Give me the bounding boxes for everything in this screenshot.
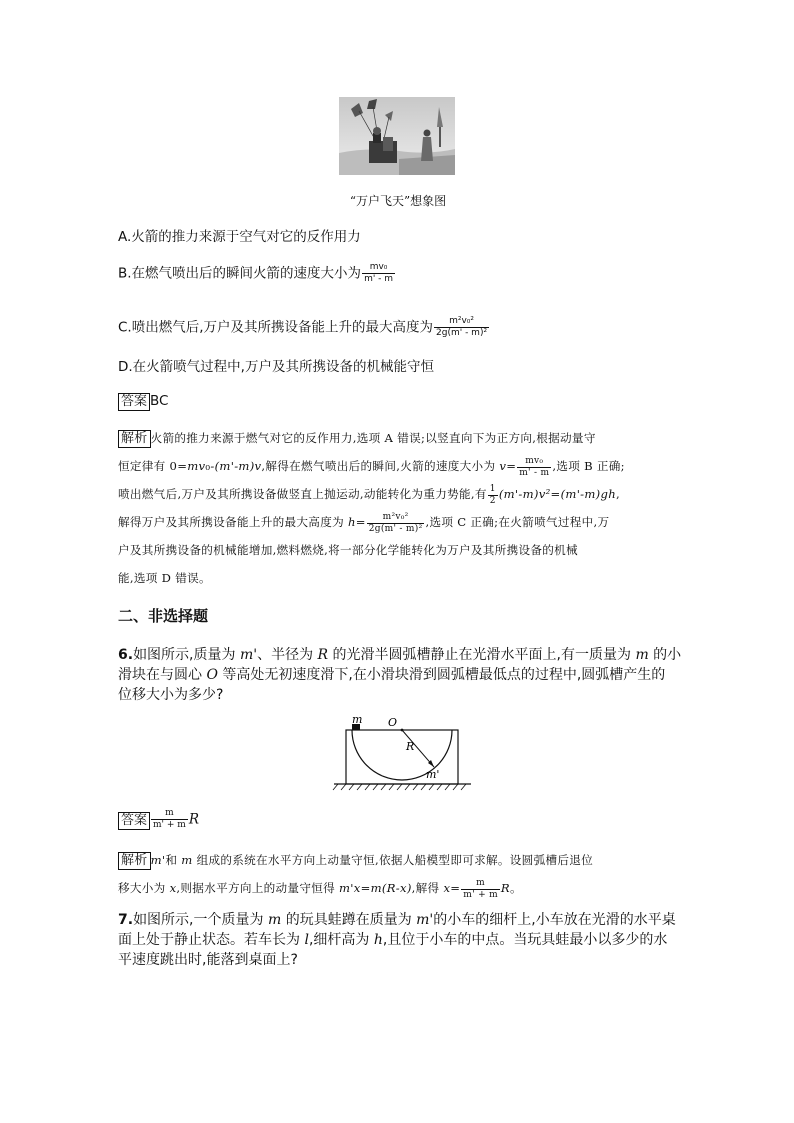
expl-var: -(m'-m)v — [210, 459, 262, 473]
option-b-fraction — [362, 262, 395, 285]
q6-var: R — [317, 647, 329, 663]
q7-line-3: 平速度跳出时,能落到桌面上? — [118, 952, 298, 968]
expl-fraction — [517, 456, 551, 479]
expl-var: x= — [443, 881, 461, 895]
option-b-text: B.在燃气喷出后的瞬间火箭的速度大小为 — [118, 265, 362, 282]
answer-var: R — [188, 811, 199, 828]
option-a: A.火箭的推力来源于空气对它的反作用力 — [118, 229, 361, 245]
q6-line-1 — [118, 645, 681, 665]
question-number: 6. — [118, 647, 134, 663]
answer-fraction — [151, 808, 188, 831]
section-title: 二、非选择题 — [118, 607, 209, 625]
expl-text: 喷出燃气后,万户及其所携设备做竖直上抛运动,动能转化为重力势能,有 — [118, 487, 487, 501]
fraction-denominator: 2g(m' - m)² — [368, 523, 423, 534]
q7-text: 面上处于静止状态。若车长为 — [118, 932, 305, 948]
expl-line-5: 户及其所携设备的机械能增加,燃料燃烧,将一部分化学能转化为万户及其所携设备的机械 — [118, 543, 578, 557]
expl-var: R — [500, 881, 510, 895]
answer-tag: 答案 — [118, 393, 150, 411]
q6-explanation — [118, 846, 678, 902]
question-7 — [118, 910, 676, 970]
expl-text: , — [616, 487, 620, 501]
q7-var: l — [304, 932, 309, 948]
label-R: R — [406, 740, 415, 753]
fraction-denominator: m' + m — [153, 820, 186, 830]
option-c — [118, 316, 490, 339]
explanation-tag: 解析 — [118, 430, 151, 448]
q5-explanation — [118, 424, 678, 592]
q7-line-1 — [118, 910, 676, 930]
q7-text: ,细杆高为 — [308, 932, 374, 948]
q6-var: m — [635, 647, 649, 663]
answer-tag: 答案 — [118, 812, 150, 830]
expl-var: m' — [150, 853, 166, 867]
expl-text: 组成的系统在水平方向上动量守恒,依据人船模型即可求解。设圆弧槽后退位 — [192, 853, 594, 867]
q6-text: 如图所示,质量为 — [133, 647, 240, 663]
q6-expl-line-2 — [118, 874, 678, 902]
q7-text: 如图所示,一个质量为 — [133, 912, 268, 928]
expl-text: 解得万户及其所携设备能上升的最大高度为 — [118, 515, 348, 529]
q6-text: 的光滑半圆弧槽静止在光滑水平面上,有一质量为 — [328, 647, 636, 663]
label-O: O — [388, 716, 398, 729]
expl-line-2 — [118, 452, 678, 480]
question-number: 7. — [118, 912, 134, 928]
option-c-fraction — [434, 316, 489, 339]
expl-line-1 — [118, 424, 678, 452]
groove-diagram — [330, 712, 475, 794]
option-b-numerator: mv₀ — [362, 262, 395, 274]
fraction-denominator: m' + m — [463, 889, 498, 900]
option-b — [118, 262, 396, 285]
expl-subscript: ₀ — [205, 459, 211, 473]
expl-var: mv — [187, 459, 206, 473]
option-c-numerator: m²v₀² — [434, 316, 489, 328]
q7-text: 的玩具蛙蹲在质量为 — [281, 912, 417, 928]
q6-answer — [118, 808, 199, 831]
q6-text: 滑块在与圆心 — [118, 667, 207, 683]
expl-var: m — [181, 853, 193, 867]
option-c-denominator: 2g(m' - m)² — [436, 328, 488, 338]
q6-text: 的小 — [648, 647, 682, 663]
option-c-text: C.喷出燃气后,万户及其所携设备能上升的最大高度为 — [118, 319, 434, 336]
explanation-tag: 解析 — [118, 852, 151, 870]
expl-text: ,选项 C 正确;在火箭喷气过程中,万 — [425, 515, 610, 529]
q6-var: O — [206, 667, 218, 683]
expl-var: m'x=m(R-x) — [339, 881, 412, 895]
expl-fraction — [461, 878, 500, 901]
expl-text: 恒定律有 0= — [118, 459, 188, 473]
question-6 — [118, 645, 681, 705]
expl-line-4 — [118, 508, 678, 536]
q6-text: 、半径为 — [257, 647, 318, 663]
wanhu-illustration — [339, 97, 455, 175]
expl-line-6: 能,选项 D 错误。 — [118, 571, 211, 585]
expl-fraction — [367, 512, 425, 535]
fraction-denominator: 2 — [489, 495, 496, 506]
q6-text: 等高处无初速度滑下,在小滑块滑到圆弧槽最低点的过程中,圆弧槽产生的 — [217, 667, 666, 683]
fraction-numerator: m — [461, 878, 500, 890]
fraction-numerator: mv₀ — [517, 456, 551, 468]
q7-var: h — [373, 932, 383, 948]
expl-var: v= — [499, 459, 517, 473]
expl-var: h= — [347, 515, 366, 529]
q7-text: ,且位于小车的中点。当玩具蛙最小以多少的水 — [382, 932, 668, 948]
q6-line-2 — [118, 665, 681, 685]
expl-text: 。 — [509, 881, 522, 895]
fraction-numerator: m — [151, 808, 188, 820]
figure-caption: “万户飞天”想象图 — [349, 194, 447, 208]
expl-text: ,解得 — [411, 881, 444, 895]
fraction-numerator: m²v₀² — [367, 512, 425, 524]
answer-value: BC — [150, 393, 169, 409]
q6-var: m' — [239, 647, 258, 663]
fraction-numerator: 1 — [489, 483, 496, 494]
expl-text: ,选项 B 正确; — [552, 459, 625, 473]
q6-line-3: 位移大小为多少? — [118, 687, 224, 703]
label-m-prime: m' — [426, 768, 440, 781]
q7-var: m' — [416, 912, 434, 928]
expl-text: 火箭的推力来源于燃气对它的反作用力,选项 A 错误;以竖直向下为正方向,根据动量守 — [150, 431, 596, 445]
expl-fraction — [488, 484, 498, 507]
option-b-denominator: m' - m — [364, 274, 394, 284]
expl-text: ,则据水平方向上的动量守恒得 — [176, 881, 339, 895]
expl-text: 和 — [165, 853, 182, 867]
label-m: m — [352, 713, 363, 726]
expl-var: x — [169, 881, 177, 895]
q6-expl-line-1 — [118, 846, 678, 874]
option-d: D.在火箭喷气过程中,万户及其所携设备的机械能守恒 — [118, 359, 434, 375]
q7-text: 的小车的细杆上,小车放在光滑的水平桌 — [433, 912, 676, 928]
q5-answer — [118, 393, 168, 411]
q7-line-2 — [118, 930, 676, 950]
q7-var: m — [267, 912, 282, 928]
expl-var: ²=(m'-m)gh — [545, 487, 616, 501]
expl-text: ,解得在燃气喷出后的瞬间,火箭的速度大小为 — [261, 459, 500, 473]
expl-var: (m'-m)v — [498, 487, 546, 501]
expl-text: 移大小为 — [118, 881, 170, 895]
fraction-denominator: m' - m — [519, 467, 550, 478]
expl-line-3 — [118, 480, 678, 508]
